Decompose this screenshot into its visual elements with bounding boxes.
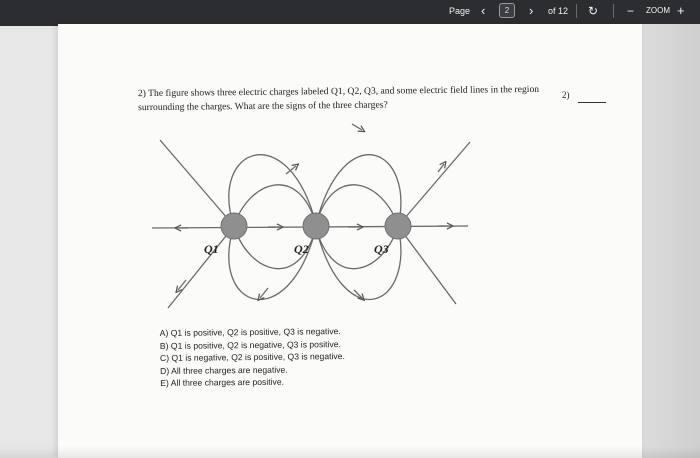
arrow-icon [260,288,268,298]
answer-options [160,325,346,390]
page-label: Page [449,6,471,16]
zoom-in-button[interactable]: + [677,3,685,18]
arrow-icon [178,280,186,290]
option-b[interactable]: B) Q1 is positive, Q2 is negative, Q3 is positive. [159,338,341,351]
page-total: of 12 [548,6,569,16]
field-line [398,226,456,304]
chevron-right-icon[interactable]: › [529,3,534,18]
option-d[interactable]: D) All three charges are negative. [160,364,288,376]
viewer-toolbar [0,0,700,26]
answer-number: 2) [562,90,570,100]
rotate-icon[interactable]: ↻ [588,4,599,18]
charge-q3 [385,213,411,239]
question-text: 2) The figure shows three electric charges labeled Q1, Q2, Q3, and some electric field lines in the region surrounding the charges. What are the signs of the three charges? [137,83,540,113]
charge-label-q2: Q2 [294,242,309,256]
option-e[interactable]: E) All three charges are positive. [160,377,285,389]
charge-q2 [303,213,329,239]
option-a[interactable]: A) Q1 is positive, Q2 is positive, Q3 is negative. [159,326,341,338]
zoom-out-button[interactable]: − [627,4,635,18]
field-line [160,140,234,226]
zoom-label: ZOOM [646,6,670,15]
answer-blank[interactable] [578,102,606,103]
charge-label-q3: Q3 [374,242,389,256]
page-number-input[interactable]: 2 [499,3,515,18]
charge-q1 [221,213,247,239]
bottom-shadow [0,446,700,458]
field-line [168,226,234,308]
field-line-figure [148,112,488,322]
arrow-icon [352,124,362,130]
option-c[interactable]: C) Q1 is negative, Q2 is positive, Q3 is negative. [159,351,345,364]
arrow-icon [438,164,444,172]
field-line [398,142,470,226]
charge-label-q1: Q1 [204,242,219,256]
chevron-left-icon[interactable]: ‹ [481,3,486,18]
toolbar-divider [613,4,614,18]
toolbar-divider [576,4,577,18]
viewer-background [642,24,700,458]
